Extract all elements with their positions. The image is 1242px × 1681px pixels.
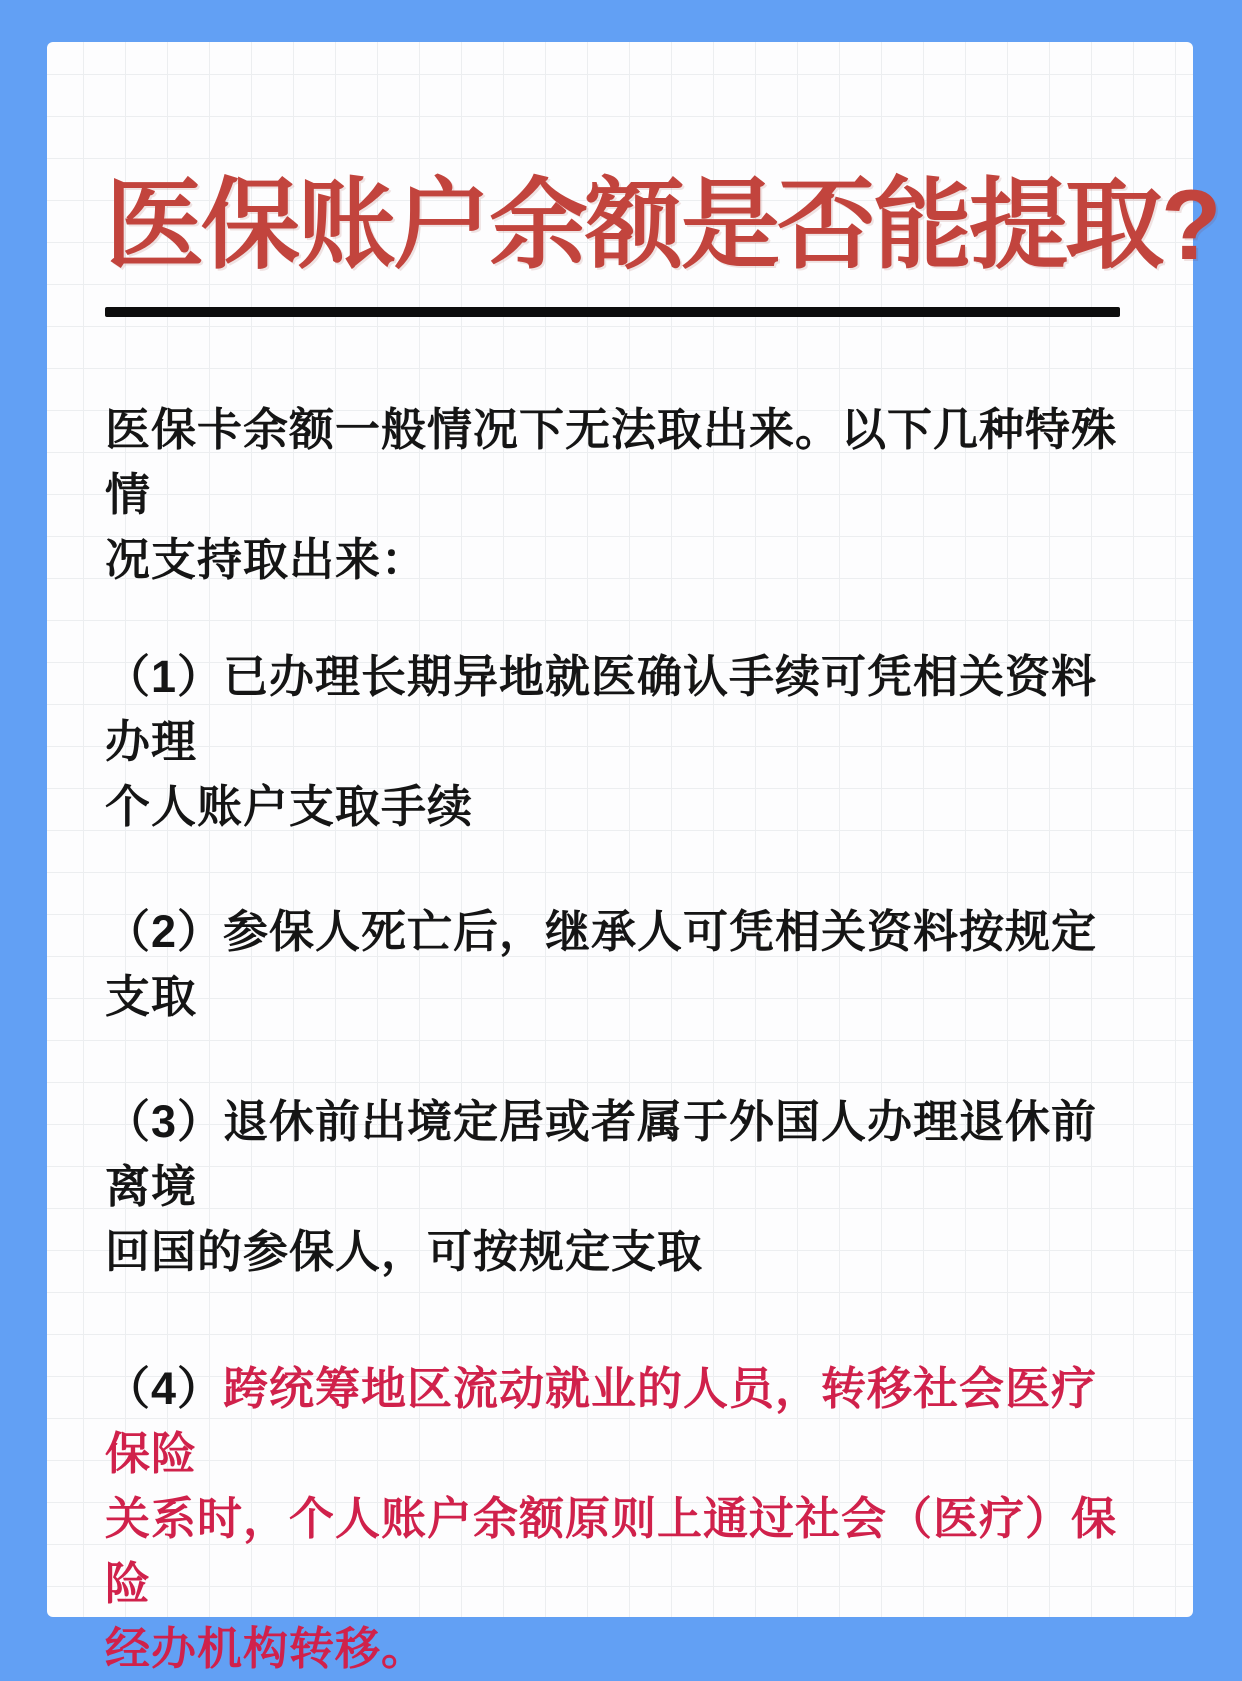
list-item-line: （1）已办理长期异地就医确认手续可凭相关资料办理 — [105, 650, 1098, 767]
poster-card — [47, 42, 1219, 1674]
list-item-line: （2）参保人死亡后，继承人可凭相关资料按规定支取 — [105, 905, 1098, 1022]
list-item-line: （3）退休前出境定居或者属于外国人办理退休前离境 — [105, 1095, 1098, 1212]
list-item-1 — [105, 644, 1135, 839]
intro-line: 况支持取出来： — [105, 533, 428, 585]
list-item-4 — [105, 1356, 1135, 1681]
list-item-line: 个人账户支取手续 — [105, 780, 474, 832]
list-item-3 — [105, 1089, 1135, 1284]
list-item-line: 经办机构转移。 — [105, 1622, 428, 1674]
list-item-line — [105, 1356, 1135, 1486]
intro-paragraph — [105, 397, 1135, 592]
list-item-line: 关系时，个人账户余额原则上通过社会（医疗）保险 — [105, 1492, 1118, 1609]
intro-line: 医保卡余额一般情况下无法取出来。以下几种特殊情 — [105, 403, 1118, 520]
list-item-line: 回国的参保人，可按规定支取 — [105, 1225, 704, 1277]
list-item-4-marker: （4） — [105, 1362, 224, 1414]
page-title: 医保账户余额是否能提取? — [105, 169, 1219, 280]
list-item-4-text: 跨统筹地区流动就业的人员，转移社会医疗保险 — [105, 1362, 1098, 1479]
title-underline — [105, 307, 1120, 317]
list-item-2 — [105, 899, 1135, 1029]
